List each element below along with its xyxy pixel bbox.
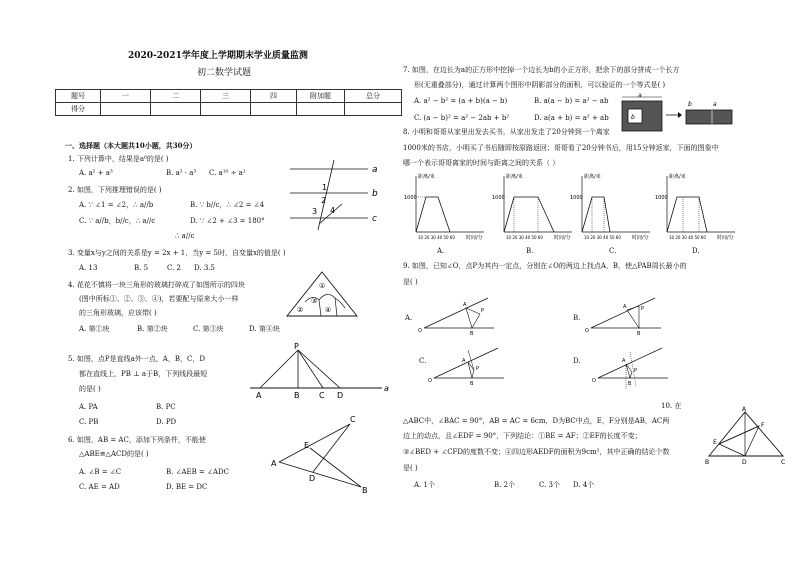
q7-option-a: A. a² − b² = (a + b)(a − b) [414, 97, 508, 105]
q2-option-b: B. ∵ b//c，∴ ∠2 = ∠4 [190, 201, 265, 209]
fig-label: A [256, 391, 262, 400]
fig-label: D [309, 474, 316, 483]
fig-label: ① [319, 282, 326, 290]
score-input-cell[interactable] [345, 103, 402, 116]
table-cell: 二 [151, 90, 201, 103]
fig-label: A [271, 459, 277, 468]
fig-label: A [623, 304, 627, 310]
fig-label: D [337, 391, 344, 400]
axis-label: 距离/米 [669, 174, 686, 180]
q6-option-a: A. ∠B = ∠C [79, 468, 122, 476]
tick-label: 1000 [655, 195, 668, 201]
q4-line1: 4. 花花不慎将一块三角形的玻璃打碎成了如图所示的四块 [68, 281, 245, 289]
q7-line1: 7. 如图，在边长为a的正方形中挖掉一个边长为b的小正方形，把余下的部分拼成一个长方 [403, 66, 680, 74]
table-row [56, 90, 402, 103]
score-input-cell[interactable] [201, 103, 251, 116]
q8-graph-c [570, 172, 660, 244]
q8-option-a: A. [437, 247, 445, 255]
q5-option-b: B. PC [156, 403, 176, 411]
fig-label: E [304, 441, 310, 450]
fig-label: ④ [325, 306, 332, 314]
q2-option-d-cont: ∴ a//c [175, 232, 195, 240]
q2-stem: 2. 如图，下列推理错误的是( ) [68, 186, 162, 194]
q6-option-d: D. BE = DC [166, 483, 208, 491]
q8-option-b: B. [526, 247, 534, 255]
q4-line2: (图中所标①、②、③、④)，若要配与原来大小一样 [79, 295, 239, 303]
q2-option-c: C. ∵ a//b，b//c，∴ a//c [79, 217, 156, 225]
fig-label: 1 [322, 183, 328, 192]
table-cell: 一 [101, 90, 151, 103]
fig-label: B [628, 381, 632, 387]
q7-option-c: C. (a − b)² = a² − 2ab + b² [414, 114, 510, 122]
q5-option-a: A. PA [79, 403, 98, 411]
table-cell: 题号 [56, 90, 101, 103]
q10-line2: 边上的动点，且∠EDF = 90°，下列结论：①BE = AF；②EF的长度不变； [403, 432, 642, 440]
q6-figure [268, 412, 373, 497]
table-cell: 三 [201, 90, 251, 103]
q3-option-a: A. 13 [79, 264, 98, 272]
q10-line4: 是( ) [403, 464, 418, 472]
fig-label: A [462, 358, 466, 364]
axis-label: 距离/米 [584, 174, 601, 180]
axis-label: 时间/分 [554, 235, 571, 241]
q8-option-d: D. [692, 247, 700, 255]
fig-label: P [641, 306, 645, 312]
axis-label: 时间/分 [632, 235, 649, 241]
fig-label: O [585, 328, 589, 334]
fig-label: a [384, 384, 389, 393]
q2-option-d: D. ∵ ∠2 + ∠3 = 180° [190, 217, 265, 225]
fig-label: 3 [312, 207, 318, 216]
q1-stem: 1. 下列计算中，结果是a⁶的是( ) [68, 155, 169, 163]
fig-label: 4 [330, 206, 336, 215]
q4-figure [285, 272, 360, 322]
q1-option-b: B. a² · a³ [166, 169, 197, 177]
q2-option-a: A. ∵ ∠1 = ∠2，∴ a//b [79, 201, 154, 209]
q10-option-a: A. 1个 [414, 481, 435, 489]
fig-label: P [294, 342, 299, 351]
score-input-cell[interactable] [297, 103, 345, 116]
q9-option-c: C. [419, 357, 427, 365]
q3-option-b: B. 5 [134, 264, 149, 272]
fig-label: A [463, 302, 467, 308]
q9-line2: 是( ) [403, 278, 418, 286]
q10-option-c: C. 3个 [539, 481, 561, 489]
fig-label: b [631, 114, 635, 121]
q9-figure-b [585, 292, 665, 337]
table-cell: 四 [251, 90, 297, 103]
q3-stem: 3. 变量x与y之间的关系是y = 2x + 1，当y = 5时，自变量x的值是( ) [68, 249, 286, 257]
q3-option-c: C. 2 [167, 264, 182, 272]
q5-option-d: D. PD [156, 418, 177, 426]
tick-label: 10 20 30 40 50 60 [506, 235, 543, 240]
q6-line2: △ABE≌△ACD的是( ) [79, 450, 149, 458]
q9-figure-a [418, 292, 498, 337]
score-input-cell[interactable] [151, 103, 201, 116]
q8-graph-d [655, 172, 745, 244]
fig-label: C [319, 391, 325, 400]
q10-line1: △ABC中，∠BAC = 90°，AB = AC = 6cm，D为BC中点，E，F分别是AB，AC两 [403, 417, 670, 425]
score-table [55, 89, 402, 116]
q9-option-d: D. [573, 357, 581, 365]
axis-label: 距离/米 [418, 174, 435, 180]
axis-label: 时间/分 [466, 235, 483, 241]
fig-label: ② [297, 306, 304, 314]
fig-label: A [622, 358, 626, 364]
q5-option-c: C. PB [79, 418, 99, 426]
fig-label: O [592, 378, 596, 384]
q7-option-d: D. a(a + b) = a² + ab [534, 114, 609, 122]
tick-label: 1000 [492, 195, 505, 201]
axis-label: 时间/分 [717, 235, 734, 241]
fig-label: B [294, 391, 300, 400]
fig-label: B [705, 459, 710, 466]
q8-line2: 1000米的书店，小明买了书后随即按原路返回；哥哥看了20分钟书后，用15分钟返家，下面的图象中 [403, 144, 719, 152]
q3-option-d: D. 3.5 [194, 264, 215, 272]
fig-label: ③ [311, 297, 318, 305]
fig-label: B [470, 331, 474, 337]
fig-label: C [350, 415, 356, 424]
section-heading: 一、选择题（本大题共10小题，共30分） [65, 141, 197, 150]
tick-label: 10 20 30 40 50 60 [584, 235, 621, 240]
q4-option-d: D. 第④块 [249, 325, 280, 333]
score-input-cell[interactable] [101, 103, 151, 116]
fig-label: O [418, 328, 422, 334]
fig-label: 2 [321, 196, 327, 205]
fig-label: P [634, 368, 638, 374]
fig-label: B [470, 381, 474, 387]
fig-label: a [713, 101, 717, 108]
fig-label: B [637, 331, 641, 337]
table-cell: 总分 [345, 90, 402, 103]
q8-line1: 8. 小明和哥哥从家里出发去买书，从家出发走了20分钟到一个离家 [403, 128, 610, 136]
tick-label: 10 20 30 40 50 60 [669, 235, 706, 240]
q4-option-b: B. 第②块 [137, 325, 168, 333]
fig-label: b [372, 189, 378, 199]
fig-label: b [688, 101, 692, 108]
fig-label: P [476, 366, 480, 372]
q1-option-c: C. a¹⁰ ÷ a² [209, 169, 246, 177]
q1-option-a: A. a² + a³ [79, 169, 113, 177]
q8-graph-a [404, 172, 494, 244]
q8-option-c: C. [609, 247, 617, 255]
fig-label: F [761, 422, 765, 429]
fig-label: C [781, 459, 786, 466]
tick-label: 1000 [570, 195, 583, 201]
q8-graph-b [492, 172, 582, 244]
q9-line1: 9. 如图，已知∠O，点P为其内一定点，分别在∠O的两边上找点A，B，使△PAB周长最小的 [403, 262, 687, 270]
q7-line2: 形(无重叠部分)，通过计算两个图形中阴影部分的面积，可以验证的一个等式是( ) [414, 81, 666, 89]
q7-figure [620, 93, 735, 133]
q2-figure [290, 160, 380, 230]
q7-option-b: B. a(a − b) = a² − ab [534, 97, 609, 105]
q4-line3: 的三角形玻璃，应该带( ) [79, 309, 157, 317]
q10-figure [705, 406, 787, 466]
q10-number: 10. 在 [661, 402, 682, 410]
q4-option-c: C. 第③块 [193, 325, 224, 333]
exam-subtitle: 初二数学试题 [197, 68, 252, 78]
score-input-cell[interactable] [251, 103, 297, 116]
q9-figure-d [592, 342, 672, 392]
table-cell: 附加题 [297, 90, 345, 103]
q5-line1: 5. 如图，点P是直线a外一点，A，B，C，D [68, 355, 205, 363]
q9-figure-c [428, 342, 508, 387]
q6-option-b: B. ∠AEB = ∠ADC [166, 468, 229, 476]
q10-option-d: D. 4个 [573, 481, 595, 489]
exam-title: 2020-2021学年度上学期期末学业质量监测 [128, 51, 308, 61]
table-cell: 得分 [56, 103, 101, 116]
q5-line3: 的是( ) [79, 385, 101, 393]
q5-figure [250, 343, 390, 403]
tick-label: 1000 [404, 195, 417, 201]
q10-line3: ③∠BED + ∠CFD的度数不变；④四边形AEDF的面积为9cm²，其中正确的结论个数 [403, 448, 670, 456]
table-row [56, 103, 402, 116]
fig-label: a [638, 92, 642, 99]
fig-label: B [362, 486, 368, 495]
q6-option-c: C. AE = AD [79, 483, 120, 491]
q5-line2: 都在直线上，PB ⊥ a于B，下列线段最短 [79, 370, 208, 378]
fig-label: D [742, 459, 747, 466]
tick-label: 10 20 30 40 50 60 [418, 235, 455, 240]
fig-label: O [428, 378, 432, 384]
fig-label: a [372, 165, 378, 175]
fig-label: E [713, 439, 717, 446]
axis-label: 距离/米 [506, 174, 523, 180]
fig-label: A [742, 406, 747, 413]
q6-line1: 6. 如图，AB = AC，添加下列条件，不能使 [68, 436, 206, 444]
q9-option-b: B. [573, 314, 581, 322]
q9-option-a: A. [405, 314, 413, 322]
q10-option-b: B. 2个 [494, 481, 516, 489]
fig-label: c [372, 214, 377, 224]
q8-line3: 哪一个表示哥哥离家的时间与距离之间的关系（ ） [403, 159, 560, 167]
fig-label: P [481, 308, 485, 314]
q4-option-a: A. 第①块 [79, 325, 110, 333]
